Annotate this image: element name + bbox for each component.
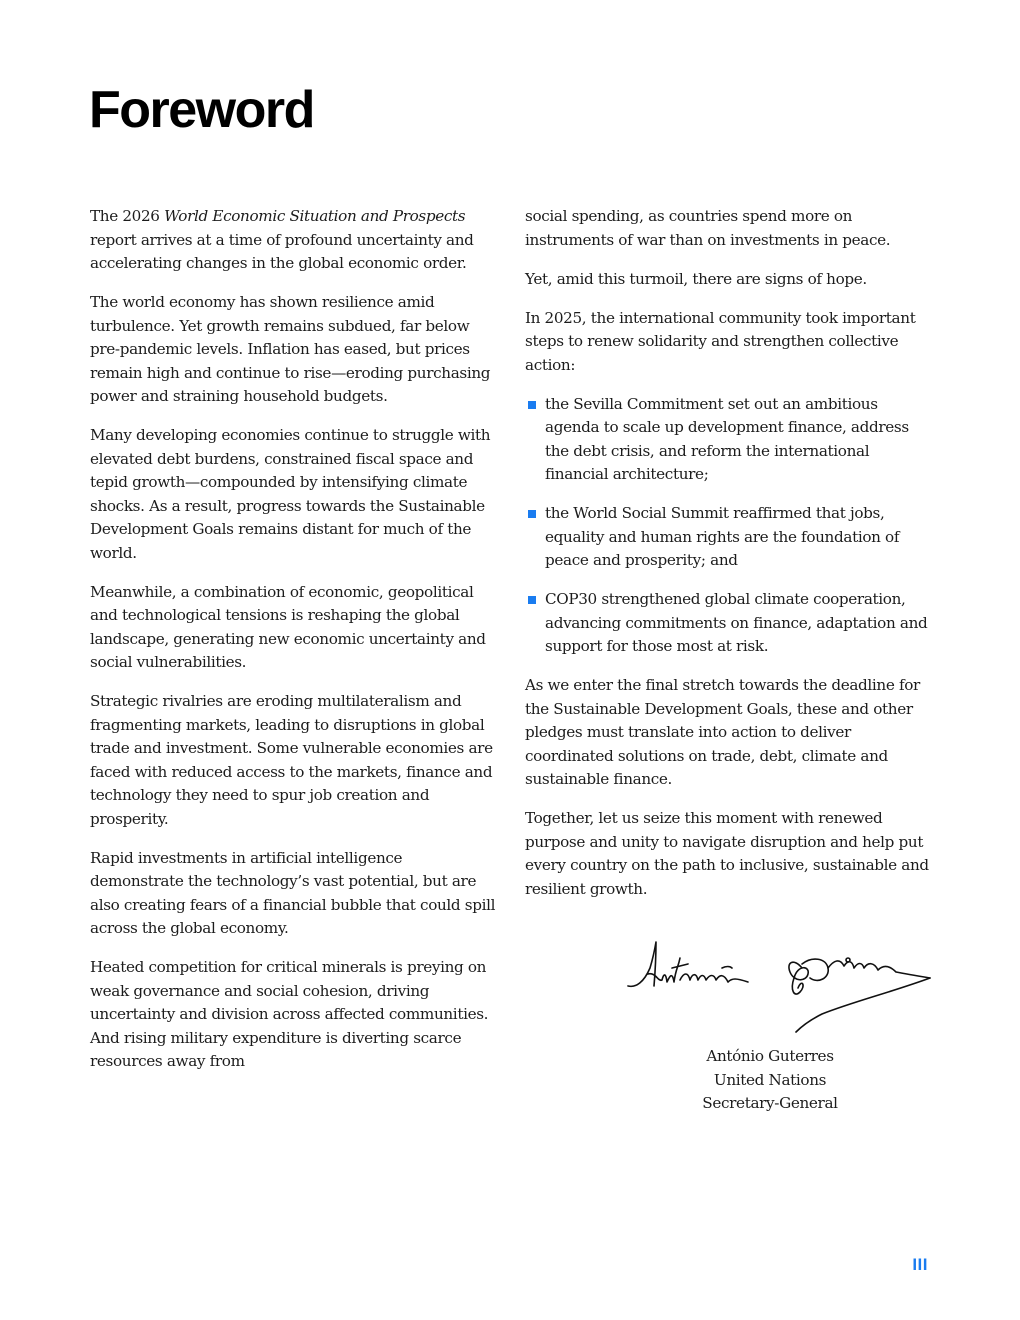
paragraph: Meanwhile, a combination of economic, geopolitical and technological tensions is reshaping the global landscape, generating new economic uncertainty and social vulnerabilities.: [90, 582, 486, 671]
right-column: [525, 205, 935, 917]
square-bullet-icon: [528, 401, 536, 409]
page-title: Foreword: [89, 81, 314, 139]
bullet-text: COP30 strengthened global climate cooperation, advancing commitments on finance, adaptation and support for those most at risk.: [545, 590, 928, 655]
signatory-organization: United Nations: [713, 1070, 827, 1089]
bullet-text: the Sevilla Commitment set out an ambitious agenda to scale up development finance, address the debt crisis, and reform the international financial architecture;: [545, 394, 909, 483]
bullet-item: [525, 502, 935, 573]
paragraph: Strategic rivalries are eroding multilateralism and fragmenting markets, leading to disruptions in global trade and investment. Some vulnerable economies are faced with reduced access to the markets, finance and technology they need to spur job creation and prosperity.: [90, 692, 493, 828]
square-bullet-icon: [528, 596, 536, 604]
paragraph: Rapid investments in artificial intelligence demonstrate the technology’s vast potential, but are also creating fears of a financial bubble that could spill across the global economy.: [90, 848, 496, 937]
signature-image: [622, 938, 934, 1038]
signatory-name: António Guterres: [706, 1047, 834, 1065]
signatory-role: Secretary-General: [702, 1094, 838, 1112]
left-column: [90, 205, 500, 1089]
paragraph: As we enter the final stretch towards the deadline for the Sustainable Development Goals, these and other pledges must translate into action to deliver coordinated solutions on trade, debt, climate and sustainable finance.: [525, 676, 920, 788]
bullet-item: [525, 588, 935, 659]
paragraph-intro: [90, 205, 500, 276]
page-number: III: [912, 1255, 928, 1274]
intro-prefix: The 2026: [90, 207, 165, 225]
paragraph: Together, let us seize this moment with renewed purpose and unity to navigate disruption and help put every country on the path to inclusive, sustainable and resilient growth.: [525, 809, 929, 898]
bullet-item: [525, 393, 935, 487]
bullet-text: the World Social Summit reaffirmed that jobs, equality and human rights are the foundation of peace and prosperity; and: [545, 504, 900, 569]
square-bullet-icon: [528, 510, 536, 518]
report-title-italic: World Economic Situation and Prospects: [164, 207, 466, 225]
paragraph: Many developing economies continue to struggle with elevated debt burdens, constrained fiscal space and tepid growth—compounded by intensifying climate shocks. As a result, progress towards the Sustainable Development Goals remains distant for much of the world.: [90, 426, 491, 562]
paragraph: Heated competition for critical minerals is preying on weak governance and social cohesion, driving uncertainty and division across affected communities. And rising military expenditure is diverting scarce resources away from: [90, 958, 489, 1070]
paragraph: Yet, amid this turmoil, there are signs of hope.: [525, 269, 867, 288]
signatory-block: [620, 1045, 920, 1116]
paragraph: social spending, as countries spend more on instruments of war than on investments in peace.: [525, 207, 891, 249]
bullet-list: [525, 393, 935, 659]
paragraph: The world economy has shown resilience amid turbulence. Yet growth remains subdued, far below pre-pandemic levels. Inflation has eased, but prices remain high and continue to rise—eroding purchasing power and straining household budgets.: [90, 293, 491, 405]
paragraph: In 2025, the international community took important steps to renew solidarity and strengthen collective action:: [525, 308, 916, 374]
intro-suffix: report arrives at a time of profound uncertainty and accelerating changes in the global economic order.: [90, 230, 474, 272]
